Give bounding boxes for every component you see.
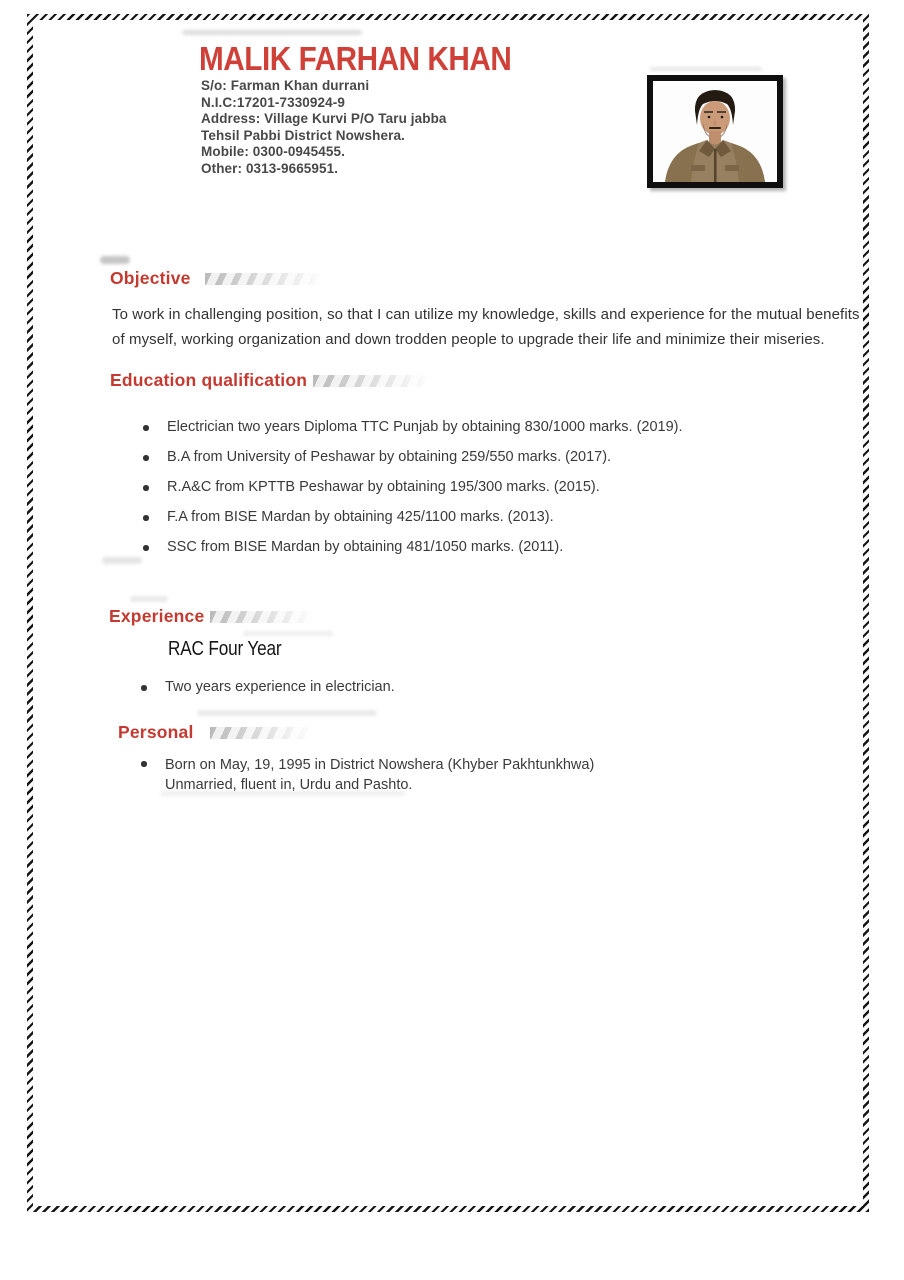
personal-list bbox=[139, 755, 594, 796]
heading-hatch-decoration bbox=[210, 727, 313, 739]
candidate-portrait-photo bbox=[647, 75, 783, 188]
detail-nic: N.I.C:17201-7330924-9 bbox=[201, 94, 345, 110]
heading-hatch-decoration bbox=[313, 375, 431, 387]
education-item: B.A from University of Peshawar by obtaining 259/550 marks. (2017). bbox=[141, 449, 683, 466]
detail-father-name: S/o: Farman Khan durrani bbox=[201, 78, 370, 93]
detail-tehsil: Tehsil Pabbi District Nowshera. bbox=[201, 127, 405, 143]
section-heading-objective: Objective bbox=[110, 268, 191, 288]
scan-artifact bbox=[197, 710, 377, 716]
contact-details bbox=[201, 78, 447, 178]
scan-artifact bbox=[100, 256, 130, 264]
personal-item-line-1: Born on May, 19, 1995 in District Nowshera (Khyber Pakhtunkhwa) bbox=[165, 757, 595, 773]
education-item: R.A&C from KPTTB Peshawar by obtaining 195/300 marks. (2015). bbox=[141, 479, 683, 496]
education-item: SSC from BISE Mardan by obtaining 481/1050 marks. (2011). bbox=[141, 539, 683, 556]
detail-other-phone: Other: 0313-9665951. bbox=[201, 160, 339, 176]
candidate-name: MALIK FARHAN KHAN bbox=[199, 40, 512, 77]
section-heading-experience: Experience bbox=[109, 606, 205, 626]
personal-item-line-2: Unmarried, fluent in, Urdu and Pashto. bbox=[165, 777, 413, 794]
section-heading-education: Education qualification bbox=[110, 370, 308, 390]
experience-item: Two years experience in electrician. bbox=[139, 679, 395, 696]
experience-list bbox=[139, 679, 395, 696]
personal-item bbox=[139, 755, 594, 796]
scan-artifact bbox=[650, 67, 762, 71]
portrait-illustration bbox=[653, 81, 777, 182]
education-list bbox=[141, 419, 683, 569]
detail-mobile: Mobile: 0300-0945455. bbox=[201, 144, 345, 160]
heading-hatch-decoration bbox=[210, 611, 315, 623]
education-item: Electrician two years Diploma TTC Punjab by obtaining 830/1000 marks. (2019). bbox=[141, 419, 683, 436]
objective-text: To work in challenging position, so that I can utilize my knowledge, skills and experience for the mutual benefits of myself, working organization and down trodden people to upgrade their life and minimize their miseries. bbox=[112, 306, 860, 348]
scan-artifact bbox=[102, 557, 142, 564]
detail-address: Address: Village Kurvi P/O Taru jabba bbox=[201, 111, 447, 127]
heading-hatch-decoration bbox=[205, 273, 325, 285]
scan-artifact bbox=[243, 631, 333, 636]
scan-artifact bbox=[182, 30, 362, 35]
section-heading-personal: Personal bbox=[118, 722, 194, 742]
education-item: F.A from BISE Mardan by obtaining 425/1100 marks. (2013). bbox=[141, 509, 683, 526]
experience-subtitle: RAC Four Year bbox=[168, 638, 282, 660]
scan-artifact bbox=[130, 596, 168, 602]
